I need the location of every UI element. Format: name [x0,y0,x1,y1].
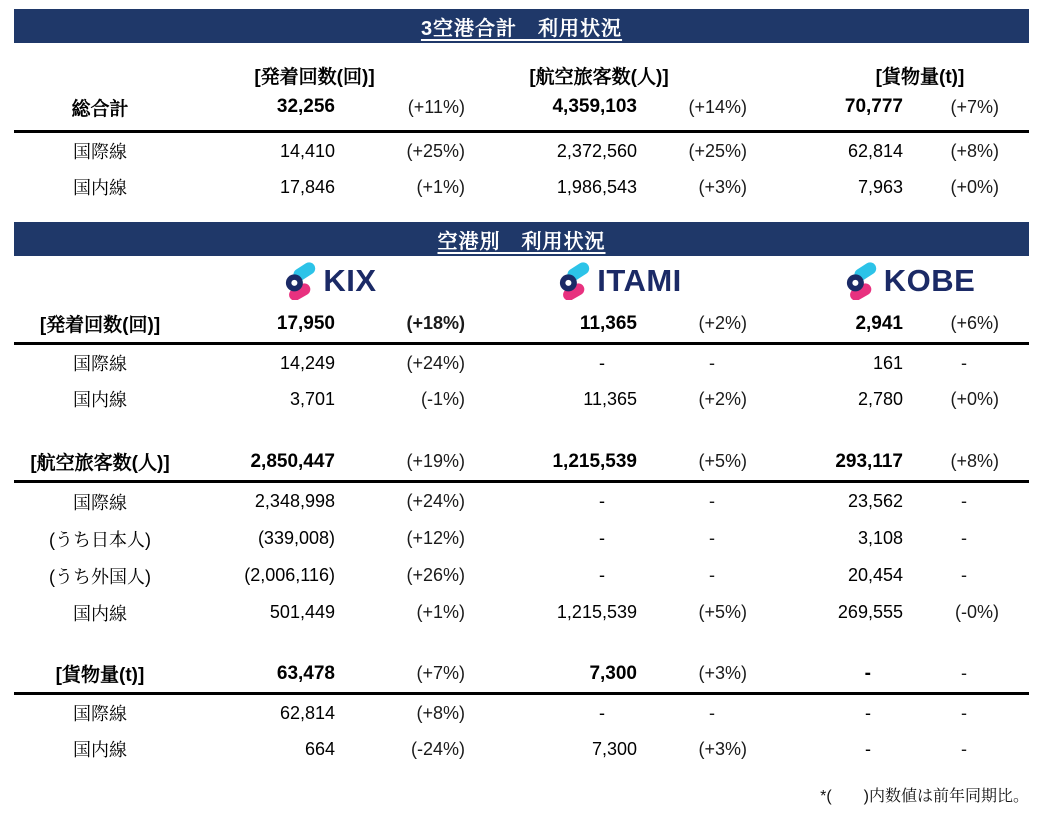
value-cell: 20,454 [847,565,903,585]
value-cell: 2,780 [857,388,903,409]
byairport-title: 空港別 利用状況 [437,230,606,253]
row-label: 国内線 [73,740,127,760]
col-header-flights: [発着回数(回)] [254,67,375,88]
airport-name: ITAMI [597,262,682,298]
pct-cell: - [961,528,967,548]
pct-cell: (+1%) [416,176,465,197]
pct-cell: (+3%) [698,663,747,683]
pct-cell: (+7%) [416,663,465,683]
pct-cell: (+14%) [688,96,747,117]
value-cell: - [865,702,871,723]
value-cell: 62,814 [847,140,903,161]
value-cell: 11,365 [583,388,637,409]
airport-name: KOBE [883,262,976,298]
passengers-metric-row [14,443,1029,483]
summary-domestic-row [14,169,1029,205]
pct-cell: - [961,565,967,585]
pct-cell: - [961,702,967,723]
pct-cell: (+25%) [688,140,747,161]
value-cell: - [864,662,871,684]
passengers-international-row [14,483,1029,520]
spacer [14,631,1029,655]
summary-column-header-row [14,62,1029,88]
pct-cell: (+0%) [950,176,999,197]
col-header-passengers: [航空旅客数(人)] [529,67,669,88]
value-cell: 14,249 [279,352,335,373]
pct-cell: - [961,663,967,683]
row-label: (うち日本人) [49,529,151,550]
value-cell: 2,372,560 [556,140,637,161]
pct-cell: (+0%) [950,388,999,409]
summary-total-row [14,84,1029,133]
pct-cell: (-0%) [955,602,999,622]
kansai-airports-logo-icon [558,262,592,300]
metric-label: [航空旅客数(人)] [30,453,170,474]
value-cell: 501,449 [269,602,335,622]
pct-cell: - [709,565,715,585]
value-cell: 1,215,539 [556,602,637,622]
airport-logo-itami [479,262,761,300]
passengers-japanese-row [14,520,1029,557]
value-cell: 7,300 [591,738,637,759]
pct-cell: (+18%) [406,313,465,333]
pct-cell: (-24%) [410,738,465,759]
pct-cell: (+5%) [698,602,747,622]
value-cell: 7,963 [857,176,903,197]
airport-logo-kix [203,262,458,300]
value-cell: 3,108 [857,528,903,548]
pct-cell: (+2%) [698,388,747,409]
value-cell: 63,478 [276,662,335,684]
value-cell: 32,256 [276,96,335,117]
pct-cell: (+24%) [406,491,465,511]
value-cell: - [865,738,871,759]
pct-cell: (+5%) [698,451,747,471]
value-cell: 1,215,539 [552,450,637,472]
airport-logo-row [14,256,1029,305]
kansai-airports-logo-icon [845,262,879,300]
pct-cell: - [961,491,967,511]
airport-name: KIX [323,262,377,298]
value-cell: 664 [304,738,335,759]
pct-cell: (+11%) [407,96,465,117]
metric-label: [発着回数(回)] [39,315,161,336]
spacer [14,417,1029,443]
pct-cell: (+3%) [698,738,747,759]
value-cell: 293,117 [835,450,903,472]
value-cell: 2,941 [855,312,903,334]
value-cell: - [599,491,605,511]
flights-metric-row [14,305,1029,345]
value-cell: 2,348,998 [254,491,335,511]
pct-cell: - [961,738,967,759]
cargo-domestic-row [14,731,1029,767]
pct-cell: (+19%) [406,451,465,471]
pct-cell: - [709,702,715,723]
pct-cell: (+2%) [698,313,747,333]
pct-cell: (+26%) [406,565,465,585]
pct-cell: (+1%) [416,602,465,622]
byairport-title-bar [14,222,1029,256]
pct-cell: (+7%) [950,96,999,117]
value-cell: 17,846 [279,176,335,197]
row-label: 国際線 [73,354,127,374]
pct-cell: - [709,528,715,548]
value-cell: 2,850,447 [250,450,335,472]
pct-cell: (+24%) [406,352,465,373]
value-cell: (2,006,116) [244,565,335,585]
value-cell: 1,986,543 [556,176,637,197]
value-cell: 62,814 [279,702,335,723]
flights-international-row [14,345,1029,381]
row-label: 国際線 [73,704,127,724]
row-label: 国内線 [73,178,127,198]
airport-logo-kobe [784,262,1036,300]
pct-cell: (+3%) [698,176,747,197]
flights-domestic-row [14,381,1029,417]
value-cell: 4,359,103 [552,96,637,117]
pct-cell: (+25%) [406,140,465,161]
pct-cell: (-1%) [421,388,465,409]
value-cell: 70,777 [844,96,903,117]
value-cell: 23,562 [847,491,903,511]
col-header-cargo: [貨物量(t)] [875,67,965,88]
value-cell: 7,300 [589,662,637,684]
pct-cell: (+12%) [406,528,465,548]
summary-title-bar [14,9,1029,43]
row-label: 国内線 [73,603,127,624]
row-label: 総合計 [71,98,129,120]
value-cell: 161 [872,352,903,373]
value-cell: 3,701 [289,388,335,409]
value-cell: 14,410 [279,140,335,161]
row-label: (うち外国人) [49,566,151,587]
row-label: 国際線 [73,142,127,162]
pct-cell: (+8%) [950,140,999,161]
value-cell: 17,950 [276,312,335,334]
value-cell: - [599,702,605,723]
pct-cell: - [709,352,715,373]
passengers-foreign-row [14,557,1029,594]
value-cell: 11,365 [579,312,637,334]
value-cell: 269,555 [837,602,903,622]
pct-cell: (+8%) [416,702,465,723]
row-label: 国内線 [73,390,127,410]
metric-label: [貨物量(t)] [55,665,145,686]
summary-title: 3空港合計 利用状況 [420,17,623,40]
pct-cell: (+8%) [950,451,999,471]
kansai-airports-logo-icon [284,262,318,300]
footnote: *( )内数値は前年同期比。 [820,788,1029,805]
value-cell: - [599,565,605,585]
pct-cell: - [709,491,715,511]
cargo-metric-row [14,655,1029,695]
summary-international-row [14,133,1029,169]
value-cell: (339,008) [257,528,335,548]
value-cell: - [599,528,605,548]
passengers-domestic-row [14,594,1029,631]
row-label: 国際線 [73,492,127,513]
pct-cell: - [961,352,967,373]
pct-cell: (+6%) [950,313,999,333]
value-cell: - [599,352,605,373]
cargo-international-row [14,695,1029,731]
